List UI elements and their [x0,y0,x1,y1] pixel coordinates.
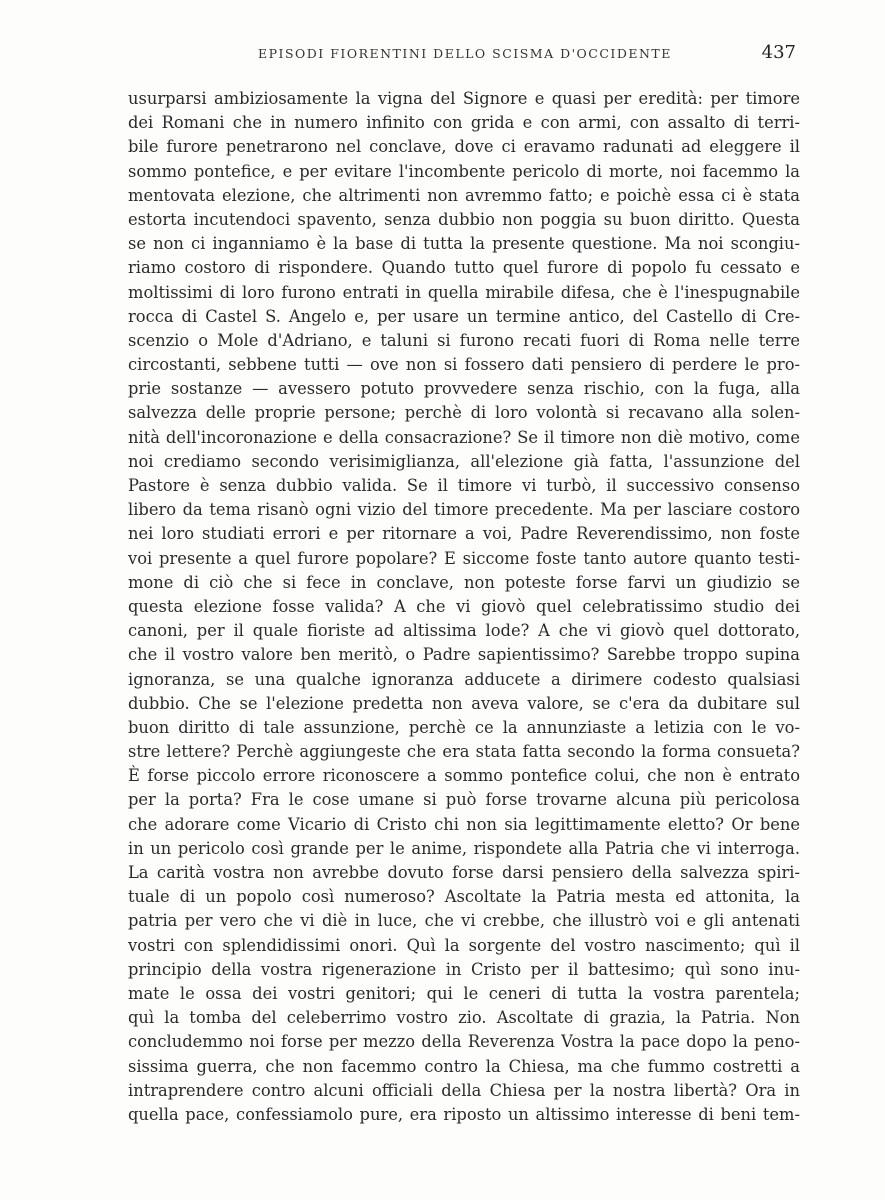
text-line: mentovata elezione, che altrimenti non avremmo fatto; e poichè essa ci è stata [128,185,800,205]
text-line: rocca di Castel S. Angelo e, per usare un termine antico, del Castello di Cre- [128,306,800,326]
text-line: mone di ciò che si fece in conclave, non poteste forse farvi un giudizio se [128,572,800,592]
text-line: salvezza delle proprie persone; perchè di loro volontà si recavano alla solen- [128,403,800,423]
text-line: in un pericolo così grande per le anime, rispondete alla Patria che vi interroga. [128,838,800,858]
text-line: La carità vostra non avrebbe dovuto forse darsi pensiero della salvezza spiri- [128,863,800,882]
running-title: EPISODI FIORENTINI DELLO SCISMA D'OCCIDENTE [258,46,672,61]
text-line: nei loro studiati errori e per ritornare a voi, Padre Reverendissimo, non foste [128,524,800,544]
text-line: È forse piccolo errore riconoscere a sommo pontefice colui, che non è entrato [128,766,800,786]
text-line: estorta incutendoci spavento, senza dubbio non poggia su buon diritto. Questa [128,209,800,229]
text-line: dubbio. Che se l'elezione predetta non aveva valore, se c'era da dubitare sul [128,693,800,713]
text-line: tuale di un popolo così numeroso? Ascoltate la Patria mesta ed attonita, la [128,887,800,907]
text-line: patria per vero che vi diè in luce, che vi crebbe, che illustrò voi e gli antenati [128,911,800,931]
text-line: che il vostro valore ben meritò, o Padre sapientissimo? Sarebbe troppo supina [128,645,800,665]
text-line: sommo pontefice, e per evitare l'incombente pericolo di morte, noi facemmo la [128,161,800,181]
text-line: prie sostanze — avessero potuto provvedere senza rischio, con la fuga, alla [128,379,800,399]
text-line: concludemmo noi forse per mezzo della Reverenza Vostra la pace dopo la peno- [128,1032,800,1052]
text-line: nità dell'incoronazione e della consacrazione? Se il timore non diè motivo, come [128,427,800,447]
text-line: per la porta? Fra le cose umane si può forse trovarne alcuna più pericolosa [128,790,800,810]
text-line: sissima guerra, che non facemmo contro la Chiesa, ma che fummo costretti a [128,1056,800,1076]
text-line: stre lettere? Perchè aggiungeste che era stata fatta secondo la forma consueta? [128,742,800,762]
text-line: buon diritto di tale assunzione, perchè ce la annunziaste a letizia con le vo- [128,717,800,737]
text-line: Pastore è senza dubbio valida. Se il timore vi turbò, il successivo consenso [128,476,800,495]
text-line: dei Romani che in numero infinito con grida e con armi, con assalto di terri- [128,113,800,133]
text-line: intraprendere contro alcuni officiali della Chiesa per la nostra libertà? Ora in [128,1080,800,1100]
body-text [128,87,800,1127]
text-line: circostanti, sebbene tutti — ove non si fossero dati pensiero di perdere le pro- [128,355,800,375]
text-line: moltissimi di loro furono entrati in quella mirabile difesa, che è l'inespugnabile [128,282,800,302]
text-line: riamo costoro di rispondere. Quando tutto quel furore di popolo fu cessato e [128,258,800,278]
text-line: vostri con splendidissimi onori. Quì la sorgente del vostro nascimento; quì il [128,935,800,955]
text-line: che adorare come Vicario di Cristo chi non sia legittimamente eletto? Or bene [128,814,800,834]
text-line: libero da tema risanò ogni vizio del timore precedente. Ma per lasciare costoro [128,500,800,520]
text-line: principio della vostra rigenerazione in Cristo per il battesimo; quì sono inu- [128,959,800,979]
text-line: scenzio o Mole d'Adriano, e taluni si furono recati fuori di Roma nelle terre [128,330,800,350]
page-number: 437 [761,42,796,63]
text-line: voi presente a quel furore popolare? E siccome foste tanto autore quanto testi- [128,548,800,568]
text-line: mate le ossa dei vostri genitori; qui le ceneri di tutta la vostra parentela; [128,983,800,1003]
text-line: se non ci inganniamo è la base di tutta la presente questione. Ma noi scongiu- [128,234,800,254]
text-line: canoni, per il quale fioriste ad altissima lode? A che vi giovò quel dottorato, [128,621,800,641]
text-line: questa elezione fosse valida? A che vi giovò quel celebratissimo studio dei [128,596,800,616]
text-line: ignoranza, se una qualche ignoranza adducete a dirimere codesto qualsiasi [128,669,800,689]
text-line: quella pace, confessiamolo pure, era riposto un altissimo interesse di beni tem- [128,1104,800,1124]
text-line: usurparsi ambiziosamente la vigna del Signore e quasi per eredità: per timore [128,89,800,108]
text-line: bile furore penetrarono nel conclave, dove ci eravamo radunati ad eleggere il [128,137,800,157]
text-line: quì la tomba del celeberrimo vostro zio. Ascoltate di grazia, la Patria. Non [128,1008,800,1028]
text-line: noi crediamo secondo verisimiglianza, all'elezione già fatta, l'assunzione del [128,451,800,471]
page-header [128,44,800,66]
